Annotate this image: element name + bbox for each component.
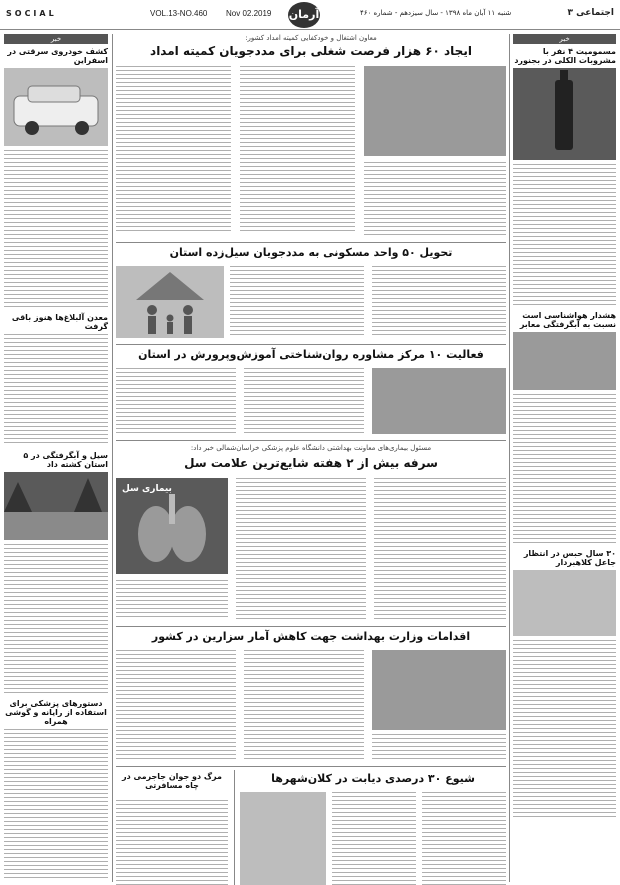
- article-title: معدن آلبلاغ‌ها هنوز باقی گرفت: [11, 313, 108, 331]
- column-label: خبر: [513, 34, 616, 44]
- main-area: [116, 34, 506, 790]
- article-body: [513, 394, 616, 544]
- article-headline: اقدامات وزارت بهداشت جهت کاهش آمار سزارین در کشور: [151, 630, 471, 643]
- tuberculosis-photo: [116, 478, 228, 574]
- article-body: [4, 150, 108, 308]
- drinks-photo: [513, 68, 616, 160]
- street-flood-photo: [513, 332, 616, 390]
- students-photo: [372, 368, 506, 434]
- article-body: [116, 800, 228, 885]
- column-divider: [112, 34, 113, 882]
- family-house-icon: [116, 266, 224, 338]
- article-title: مسمومیت ۴ نفر با مشروبات الکلی در بجنورد: [514, 47, 616, 65]
- article-body: [244, 368, 364, 434]
- volume-number: VOL.13-NO.460: [150, 9, 208, 18]
- article-body: [116, 580, 228, 620]
- article-title: سیل و آبگرفتگی در ۵ استان کشته داد: [23, 451, 108, 469]
- family-home-photo: [116, 266, 224, 338]
- article-body: [240, 66, 355, 234]
- article-body: [364, 162, 506, 236]
- article-body: [332, 792, 416, 885]
- article-body: [372, 734, 506, 760]
- article-title: ۳۰ سال حبس در انتظار جاعل کلاهبردار: [523, 549, 616, 567]
- page-header: [0, 0, 620, 30]
- article-body: [374, 478, 506, 620]
- column-label: خبر: [4, 34, 108, 44]
- article-body: [513, 640, 616, 820]
- article-body: [244, 650, 364, 760]
- article-kicker: معاون اشتغال و خودکفایی کمیته امداد کشور:: [245, 34, 377, 42]
- glucose-meter-photo: [240, 792, 326, 885]
- issue-info: شنبه ۱۱ آبان ماه ۱۳۹۸ - سال سیزدهم - شماره ۴۶۰: [360, 9, 512, 17]
- article-title: کشف خودروی سرقتی در اسفراین: [7, 47, 108, 65]
- section-title: اجتماعی ۳: [567, 8, 614, 18]
- photo-label: بیماری سل: [122, 484, 172, 494]
- bottle-icon: [513, 68, 616, 160]
- newspaper-logo: آرمان: [288, 2, 320, 28]
- handcuffs-photo: [513, 570, 616, 636]
- surgery-photo: [372, 650, 506, 730]
- article-headline: فعالیت ۱۰ مرکز مشاوره روان‌شناختی آموزش‌وپرورش در استان: [138, 348, 484, 361]
- article-headline: تحویل ۵۰ واحد مسکونی به مددجویان سیل‌زده استان: [169, 246, 453, 259]
- section-social-label: SOCIAL: [6, 9, 57, 18]
- article-body: [236, 478, 366, 620]
- flood-photo: [4, 472, 108, 540]
- article-headline: سرفه بیش از ۲ هفته شایع‌ترین علامت سل: [184, 456, 438, 470]
- article-body: [4, 544, 108, 694]
- article-headline: ایجاد ۶۰ هزار فرصت شغلی برای مددجویان کمیته امداد: [150, 44, 472, 58]
- flood-scene-icon: [4, 472, 108, 540]
- police-car-icon: [4, 68, 108, 146]
- article-headline: شیوع ۳۰ درصدی دیابت در کلان‌شهرها: [271, 772, 475, 785]
- issue-date: Nov 02.2019: [226, 9, 272, 18]
- article-title: مرگ دو جوان جاجرمی در چاه مسافرتی: [122, 772, 222, 790]
- article-body: [230, 266, 364, 338]
- right-column: [513, 34, 616, 820]
- article-body: [513, 164, 616, 306]
- article-kicker: مسئول بیماری‌های معاونت بهداشتی دانشگاه علوم پزشکی خراسان‌شمالی خبر داد:: [190, 444, 432, 452]
- column-divider: [509, 34, 510, 882]
- left-column: [4, 34, 108, 879]
- article-body: [4, 334, 108, 446]
- article-body: [116, 368, 236, 434]
- workshop-photo: [364, 66, 506, 156]
- car-photo: [4, 68, 108, 146]
- article-body: [4, 729, 108, 879]
- article-title: دستورهای پزشکی برای استفاده از رایانه و گوشی همراه: [5, 699, 107, 726]
- article-body: [422, 792, 506, 885]
- article-body: [116, 650, 236, 760]
- article-title: هشدار هواشناسی است نسبت به آبگرفتگی معابر: [519, 311, 616, 329]
- article-body: [116, 66, 231, 234]
- article-body: [372, 266, 506, 338]
